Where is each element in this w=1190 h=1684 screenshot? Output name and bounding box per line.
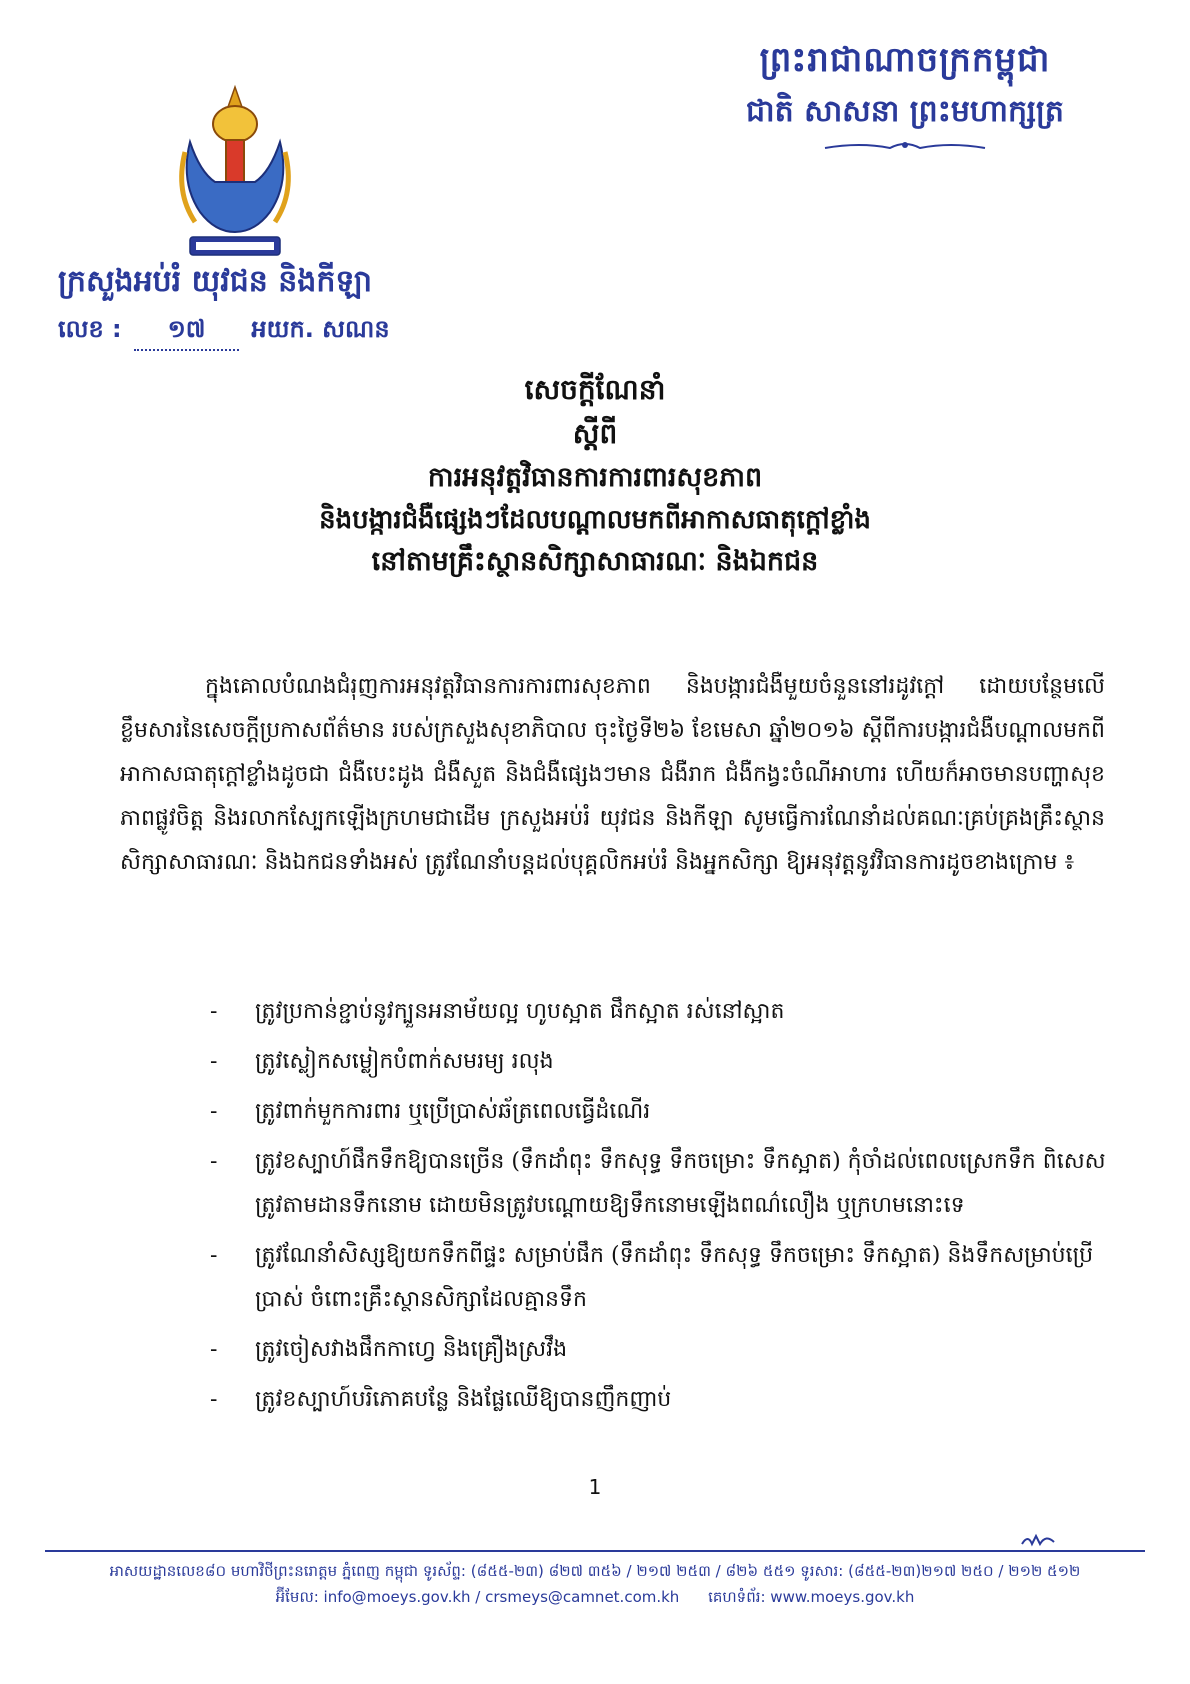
document-title xyxy=(0,368,1190,584)
list-item-text: ត្រូវស្លៀកសម្លៀកបំពាក់សមរម្យ រលុង xyxy=(255,1049,554,1074)
title-line-5: នៅតាមគ្រឹះស្ថានសិក្សាសាធារណៈ និងឯកជន xyxy=(371,546,819,577)
initials-signature-icon xyxy=(1020,1530,1060,1550)
list-item-text: ត្រូវចៀសវាងផឹកកាហ្វេ និងគ្រឿងស្រវឹង xyxy=(255,1337,568,1362)
footer-address: អាសយដ្ឋានលេខ៨០ មហាវិថីព្រះនរោត្តម ភ្នំពេញ កម្ពុជា ទូរស័ព្ទ: (៨៥៥-២៣) ៨២៧ ៣៥៦ / ២១៧ ២៥៣ / ៨២៦ ៥៥១ ទូរសារ: (៨៥៥-២៣)២១៧ ២៥០ / ២១២ ៥១២ xyxy=(109,1562,1081,1580)
footer xyxy=(40,1558,1150,1610)
footer-email[interactable]: អ៊ីមែល: info@moeys.gov.kh / crsmeys@camnet.com.kh xyxy=(275,1588,680,1606)
title-line-3: ការអនុវត្តវិធានការការពារសុខភាព xyxy=(427,462,763,493)
title-line-2: ស្តីពី xyxy=(572,417,618,450)
document-number xyxy=(58,314,390,351)
number-suffix: អយក. សណន xyxy=(251,315,390,343)
national-motto: ជាតិ សាសនា ព្រះមហាក្សត្រ xyxy=(746,94,1064,129)
list-item: - ត្រូវខស្បាហ៍បរិភោគបន្លែ និងផ្លែឈើឱ្យបានញឹកញាប់ xyxy=(210,1387,672,1412)
ornament-divider-icon xyxy=(820,138,990,154)
footer-website[interactable]: គេហទំព័រ: www.moeys.gov.kh xyxy=(708,1588,915,1606)
list-item-text: ត្រូវពាក់មួកការពារ ឬប្រើប្រាស់ឆ័ត្រពេលធ្វើដំណើរ xyxy=(255,1099,651,1124)
list-item-text: ត្រូវខស្បាហ៍ផឹកទឹកឱ្យបានច្រើន (ទឹកដាំពុះ ទឹកសុទ្ធ ទឹកចម្រោះ ទឹកស្អាត) កុំចាំដល់ពេលស្រេកទឹក ពិសេសត្រូវតាមដានទឹកនោម ដោយមិនត្រូវបណ្តោយឱ្យទឹកនោមឡើងពណ៌លឿង ឬក្រហមនោះទេ xyxy=(255,1149,1106,1218)
ministry-name: ក្រសួងអប់រំ យុវជន និងកីឡា xyxy=(58,264,373,299)
ministry-block xyxy=(58,262,390,351)
list-item: - ត្រូវប្រកាន់ខ្ជាប់នូវក្បួនអនាម័យល្អ ហូបស្អាត ផឹកស្អាត រស់នៅស្អាត xyxy=(210,999,785,1024)
footer-divider xyxy=(45,1550,1145,1552)
ministry-emblem-icon xyxy=(170,82,300,267)
list-item: - ត្រូវស្លៀកសម្លៀកបំពាក់សមរម្យ រលុង xyxy=(210,1049,554,1074)
kingdom-title: ព្រះរាជាណាចក្រកម្ពុជា xyxy=(759,40,1051,80)
list-item-text: ត្រូវខស្បាហ៍បរិភោគបន្លែ និងផ្លែឈើឱ្យបានញឹកញាប់ xyxy=(255,1387,672,1412)
list-item: - ត្រូវខស្បាហ៍ផឹកទឹកឱ្យបានច្រើន (ទឹកដាំពុះ ទឹកសុទ្ធ ទឹកចម្រោះ ទឹកស្អាត) កុំចាំដល់ពេលស្រេកទឹក ពិសេសត្រូវតាមដានទឹកនោម ដោយមិនត្រូវបណ្តោយឱ្យទឹកនោមឡើងពណ៌លឿង ឬក្រហមនោះទេ xyxy=(210,1149,1106,1218)
page-number: 1 xyxy=(588,1475,602,1499)
number-value: ១៧ xyxy=(134,314,239,351)
title-line-1: សេចក្តីណែនាំ xyxy=(524,373,666,406)
list-item: - ត្រូវពាក់មួកការពារ ឬប្រើប្រាស់ឆ័ត្រពេលធ្វើដំណើរ xyxy=(210,1099,651,1124)
title-line-4: និងបង្ការជំងឺផ្សេងៗដែលបណ្តាលមកពីអាកាសធាតុក្តៅខ្លាំង xyxy=(319,505,871,535)
list-item: - ត្រូវណែនាំសិស្សឱ្យយកទឹកពីផ្ទះ សម្រាប់ផឹក (ទឹកដាំពុះ ទឹកសុទ្ធ ទឹកចម្រោះ ទឹកស្អាត) និងទឹកសម្រាប់ប្រើប្រាស់ ចំពោះគ្រឹះស្ថានសិក្សាដែលគ្មានទឹក xyxy=(210,1243,1094,1312)
body-paragraph: ក្នុងគោលបំណងជំរុញការអនុវត្តវិធានការការពារសុខភាព និងបង្ការជំងឺមួយចំនួននៅរដូវក្តៅ ដោយបន្ថែមលើខ្លឹមសារនៃសេចក្តីប្រកាសព័ត៌មាន របស់ក្រសួងសុខាភិបាល ចុះថ្ងៃទី២៦ ខែមេសា ឆ្នាំ២០១៦ ស្តីពីការបង្ការជំងឺបណ្តាលមកពីអាកាសធាតុក្តៅខ្លាំងដូចជា ជំងឺបេះដូង ជំងឺសួត និងជំងឺផ្សេងៗមាន ជំងឺរាក ជំងឺកង្វះចំណីអាហារ ហើយក៏អាចមានបញ្ហាសុខភាពផ្លូវចិត្ត និងរលាកស្បែកឡើងក្រហមជាដើម ក្រសួងអប់រំ យុវជន និងកីឡា សូមធ្វើការណែនាំដល់គណៈគ្រប់គ្រងគ្រឹះស្ថានសិក្សាសាធារណៈ និងឯកជនទាំងអស់ ត្រូវណែនាំបន្តដល់បុគ្គលិកអប់រំ និងអ្នកសិក្សា ឱ្យអនុវត្តនូវវិធានការដូចខាងក្រោម ៖ xyxy=(120,674,1105,875)
royal-heading xyxy=(725,38,1085,158)
instruction-list xyxy=(210,990,1110,1428)
list-item: - ត្រូវចៀសវាងផឹកកាហ្វេ និងគ្រឿងស្រវឹង xyxy=(210,1337,568,1362)
number-label: លេខ : xyxy=(58,315,122,343)
list-item-text: ត្រូវប្រកាន់ខ្ជាប់នូវក្បួនអនាម័យល្អ ហូបស្អាត ផឹកស្អាត រស់នៅស្អាត xyxy=(255,999,785,1024)
list-item-text: ត្រូវណែនាំសិស្សឱ្យយកទឹកពីផ្ទះ សម្រាប់ផឹក (ទឹកដាំពុះ ទឹកសុទ្ធ ទឹកចម្រោះ ទឹកស្អាត) និងទឹកសម្រាប់ប្រើប្រាស់ ចំពោះគ្រឹះស្ថានសិក្សាដែលគ្មានទឹក xyxy=(255,1243,1094,1312)
